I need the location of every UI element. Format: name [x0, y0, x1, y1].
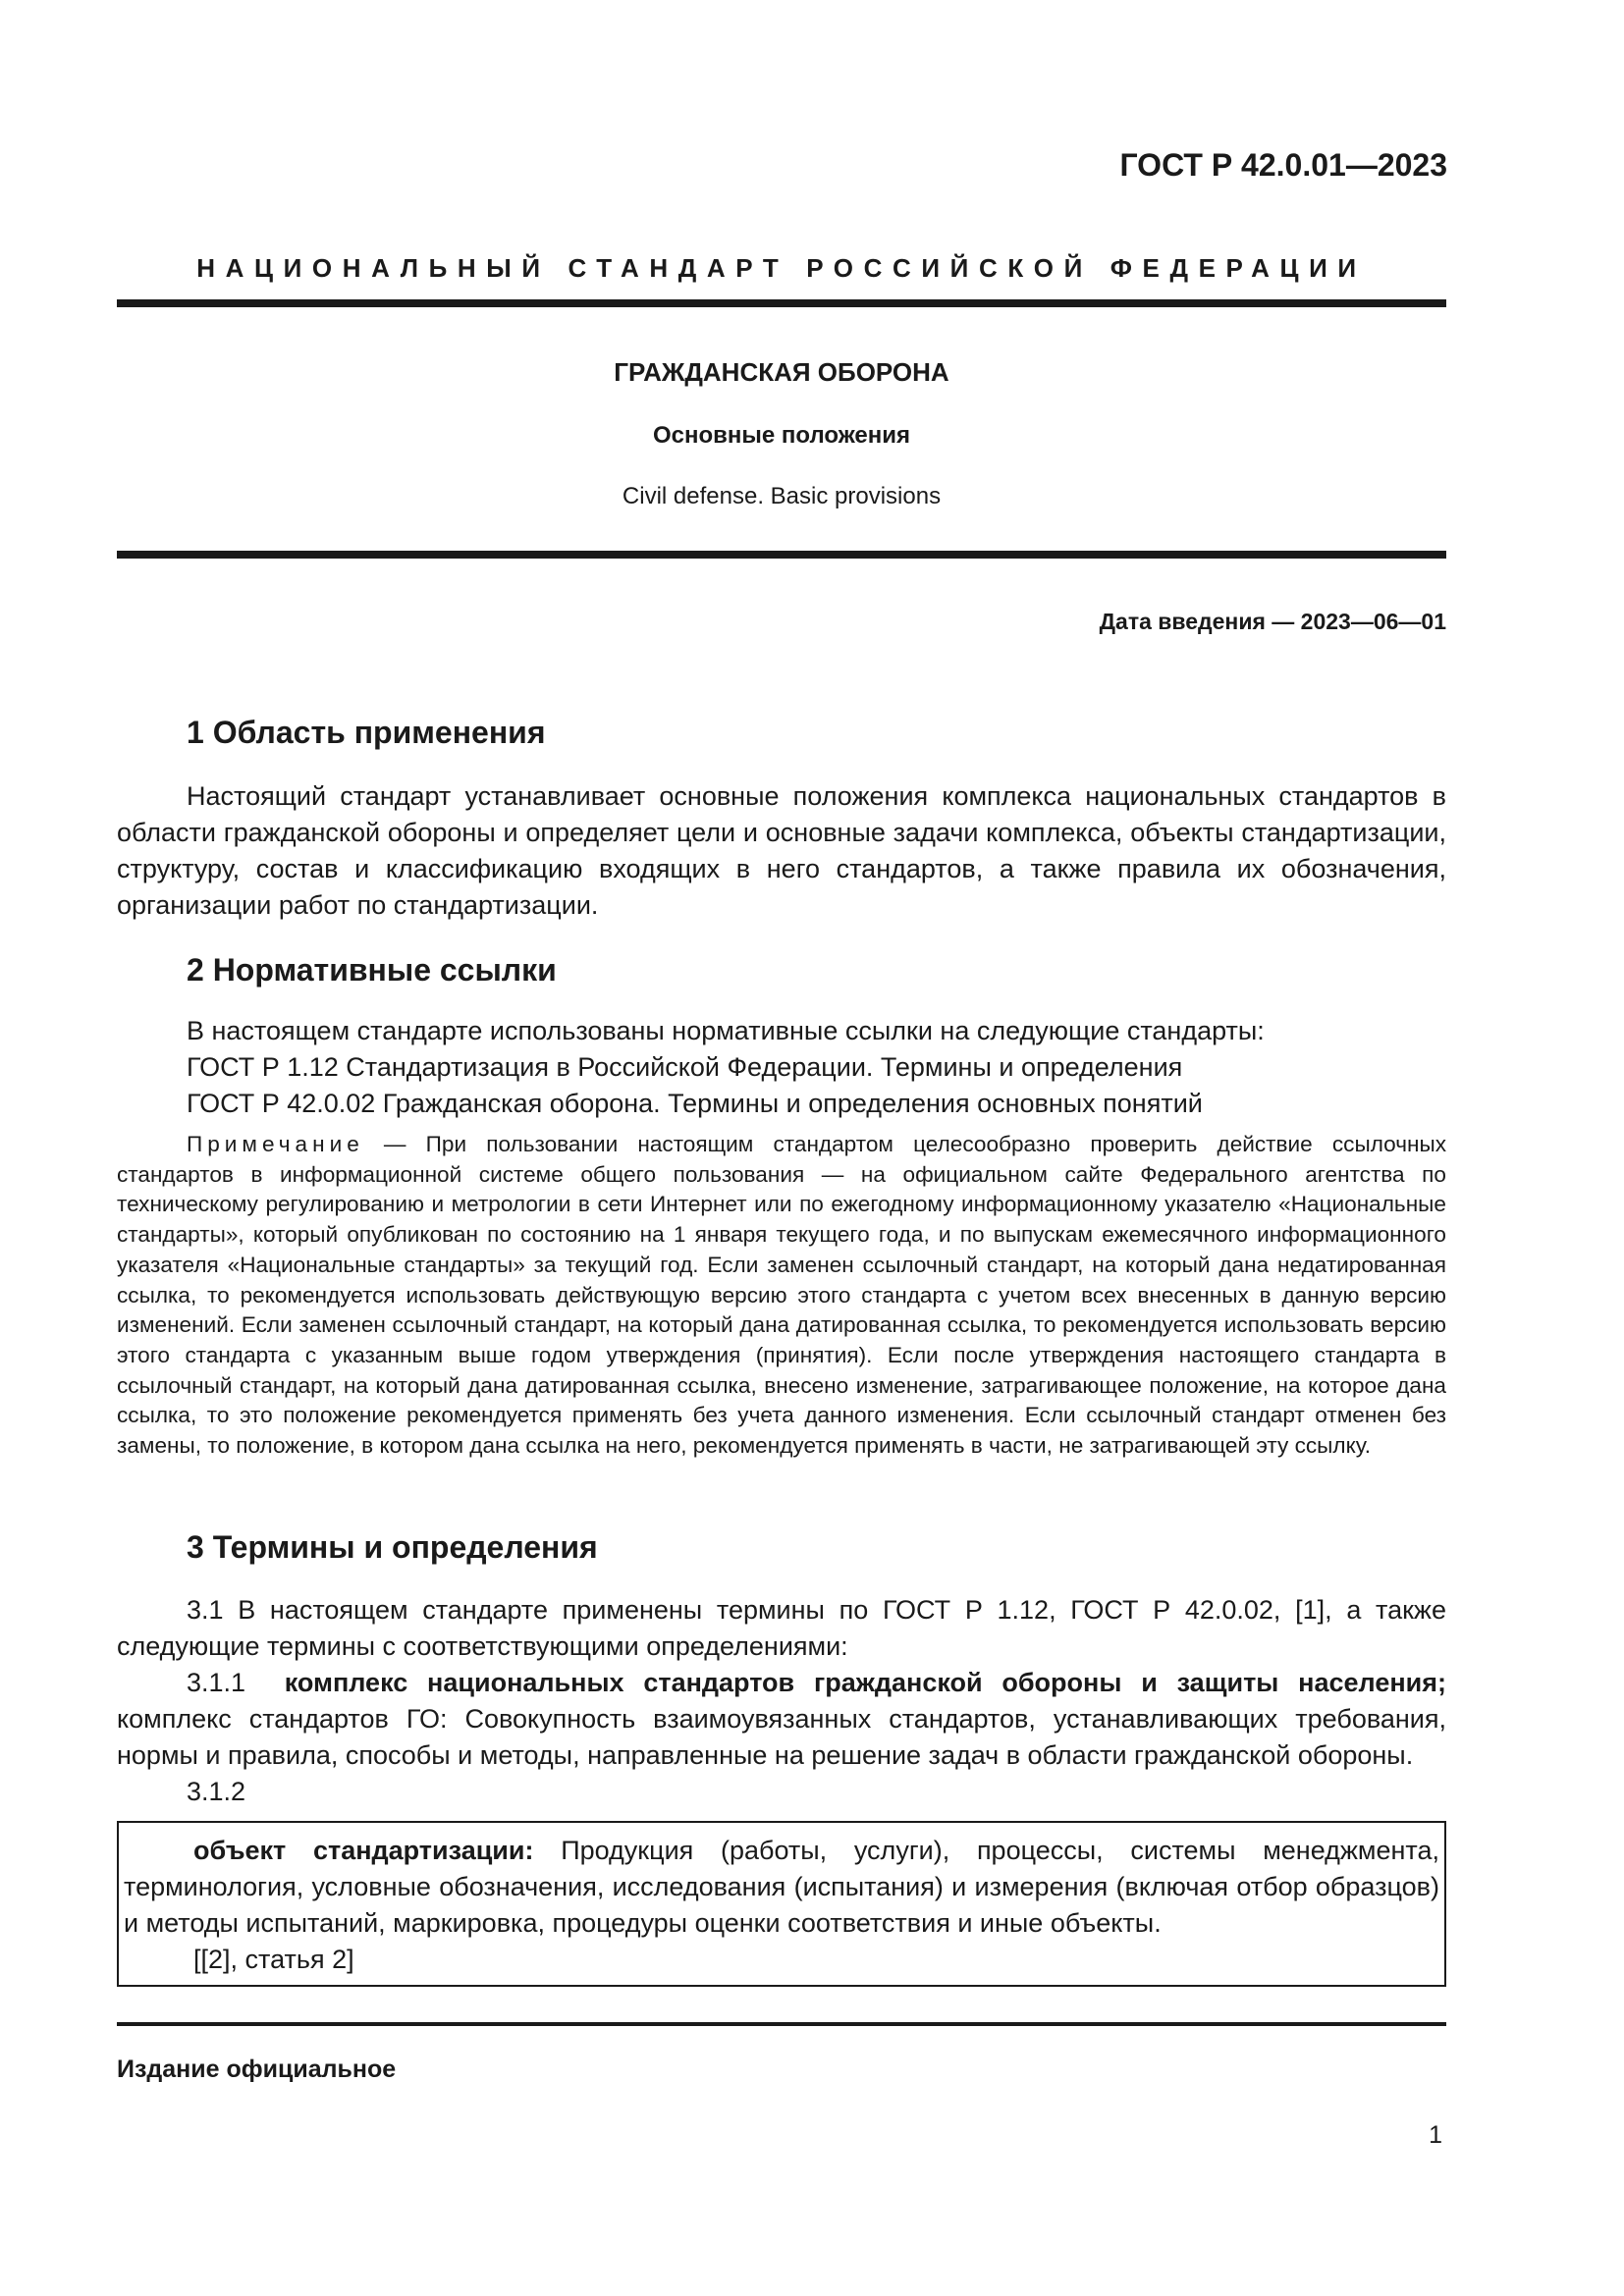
note-label: Примечание: [187, 1132, 364, 1156]
reference-item: ГОСТ Р 42.0.02 Гражданская оборона. Термины и определения основных понятий: [187, 1089, 1203, 1118]
introduction-date: Дата введения — 2023—06—01: [1099, 609, 1446, 634]
document-subtitle: Основные положения: [652, 422, 911, 449]
document-number: ГОСТ Р 42.0.01—2023: [1119, 147, 1447, 183]
clause-3-1-1: [117, 1665, 1446, 1774]
references-intro: В настоящем стандарте использованы нормативные ссылки на следующие стандарты:: [187, 1016, 1265, 1045]
official-edition-label: Издание официальное: [117, 2056, 397, 2083]
document-title-english: Civil defense. Basic provisions: [622, 483, 942, 509]
term-definition-box: [117, 1821, 1446, 1987]
definition-3-1-1: комплекс стандартов ГО: Совокупность взаимоувязанных стандартов, устанавливающих требования, нормы и правила, способы и методы, направленные на решение задач в области гражданской обороны.: [117, 1704, 1446, 1770]
term-3-1-2: объект стандартизации:: [193, 1836, 534, 1865]
standard-banner: НАЦИОНАЛЬНЫЙ СТАНДАРТ РОССИЙСКОЙ ФЕДЕРАЦИИ: [196, 253, 1367, 283]
term-definition-paragraph: [124, 1833, 1439, 1942]
page-number: 1: [1429, 2121, 1442, 2149]
document-title: ГРАЖДАНСКАЯ ОБОРОНА: [614, 357, 949, 387]
note-text: — При пользовании настоящим стандартом целесообразно проверить действие ссылочных стандартов в информационной системе общего пользования — на официальном сайте Федерального агентства по техническому регулированию и метрологии в сети Интернет или по ежегодному информационному указателю «Национальные стандарты», который опубликован по состоянию на 1 января текущего года, и по выпускам ежемесячного информационного указателя «Национальные стандарты» за текущий год. Если заменен ссылочный стандарт, на который дана недатированная ссылка, то рекомендуется использовать действующую версию этого стандарта с учетом всех внесенных в данную версию изменений. Если заменен ссылочный стандарт, на который дана датированная ссылка, то рекомендуется использовать версию этого стандарта с указанным выше годом утверждения (принятия). Если после утверждения настоящего стандарта в ссылочный стандарт, на который дана датированная ссылка, внесено изменение, затрагивающее положение, на которое дана ссылка, то это положение рекомендуется применять без учета данного изменения. Если ссылочный стандарт отменен без замены, то положение, в котором дана ссылка на него, рекомендуется применять в части, не затрагивающей эту ссылку.: [117, 1132, 1446, 1459]
references-note: [117, 1130, 1446, 1462]
section-2-heading: 2 Нормативные ссылки: [187, 952, 557, 988]
section-1-heading: 1 Область применения: [187, 715, 546, 750]
clause-3-1-1-number: 3.1.1: [187, 1668, 246, 1697]
top-divider: [117, 299, 1446, 307]
section-1-text: Настоящий стандарт устанавливает основные положения комплекса национальных стандартов в области гражданской обороны и определяет цели и основные задачи комплекса, объекты стандартизации, структуру, состав и классификацию входящих в него стандартов, а также правила их обозначения, организации работ по стандартизации.: [117, 781, 1446, 920]
clause-3-1: 3.1 В настоящем стандарте применены термины по ГОСТ Р 1.12, ГОСТ Р 42.0.02, [1], а также следующие термины с соответствующими определениями:: [117, 1595, 1446, 1661]
term-3-1-1: комплекс национальных стандартов гражданской обороны и защиты населения;: [284, 1668, 1446, 1697]
reference-item: ГОСТ Р 1.12 Стандартизация в Российской Федерации. Термины и определения: [187, 1052, 1183, 1082]
definition-source: [[2], статья 2]: [193, 1945, 354, 1974]
footer-divider: [117, 2022, 1446, 2026]
term-definition-text: [119, 1833, 1444, 1978]
section-3-heading: 3 Термины и определения: [187, 1529, 598, 1565]
title-divider: [117, 551, 1446, 559]
clause-3-1-2-number: 3.1.2: [187, 1777, 246, 1806]
definition-3-1-2: Продукция (работы, услуги), процессы, системы менеджмента, терминология, условные обозначения, исследования (испытания) и измерения (включая отбор образцов) и методы испытаний, маркировка, процедуры оценки соответствия и иные объекты.: [124, 1836, 1440, 1938]
